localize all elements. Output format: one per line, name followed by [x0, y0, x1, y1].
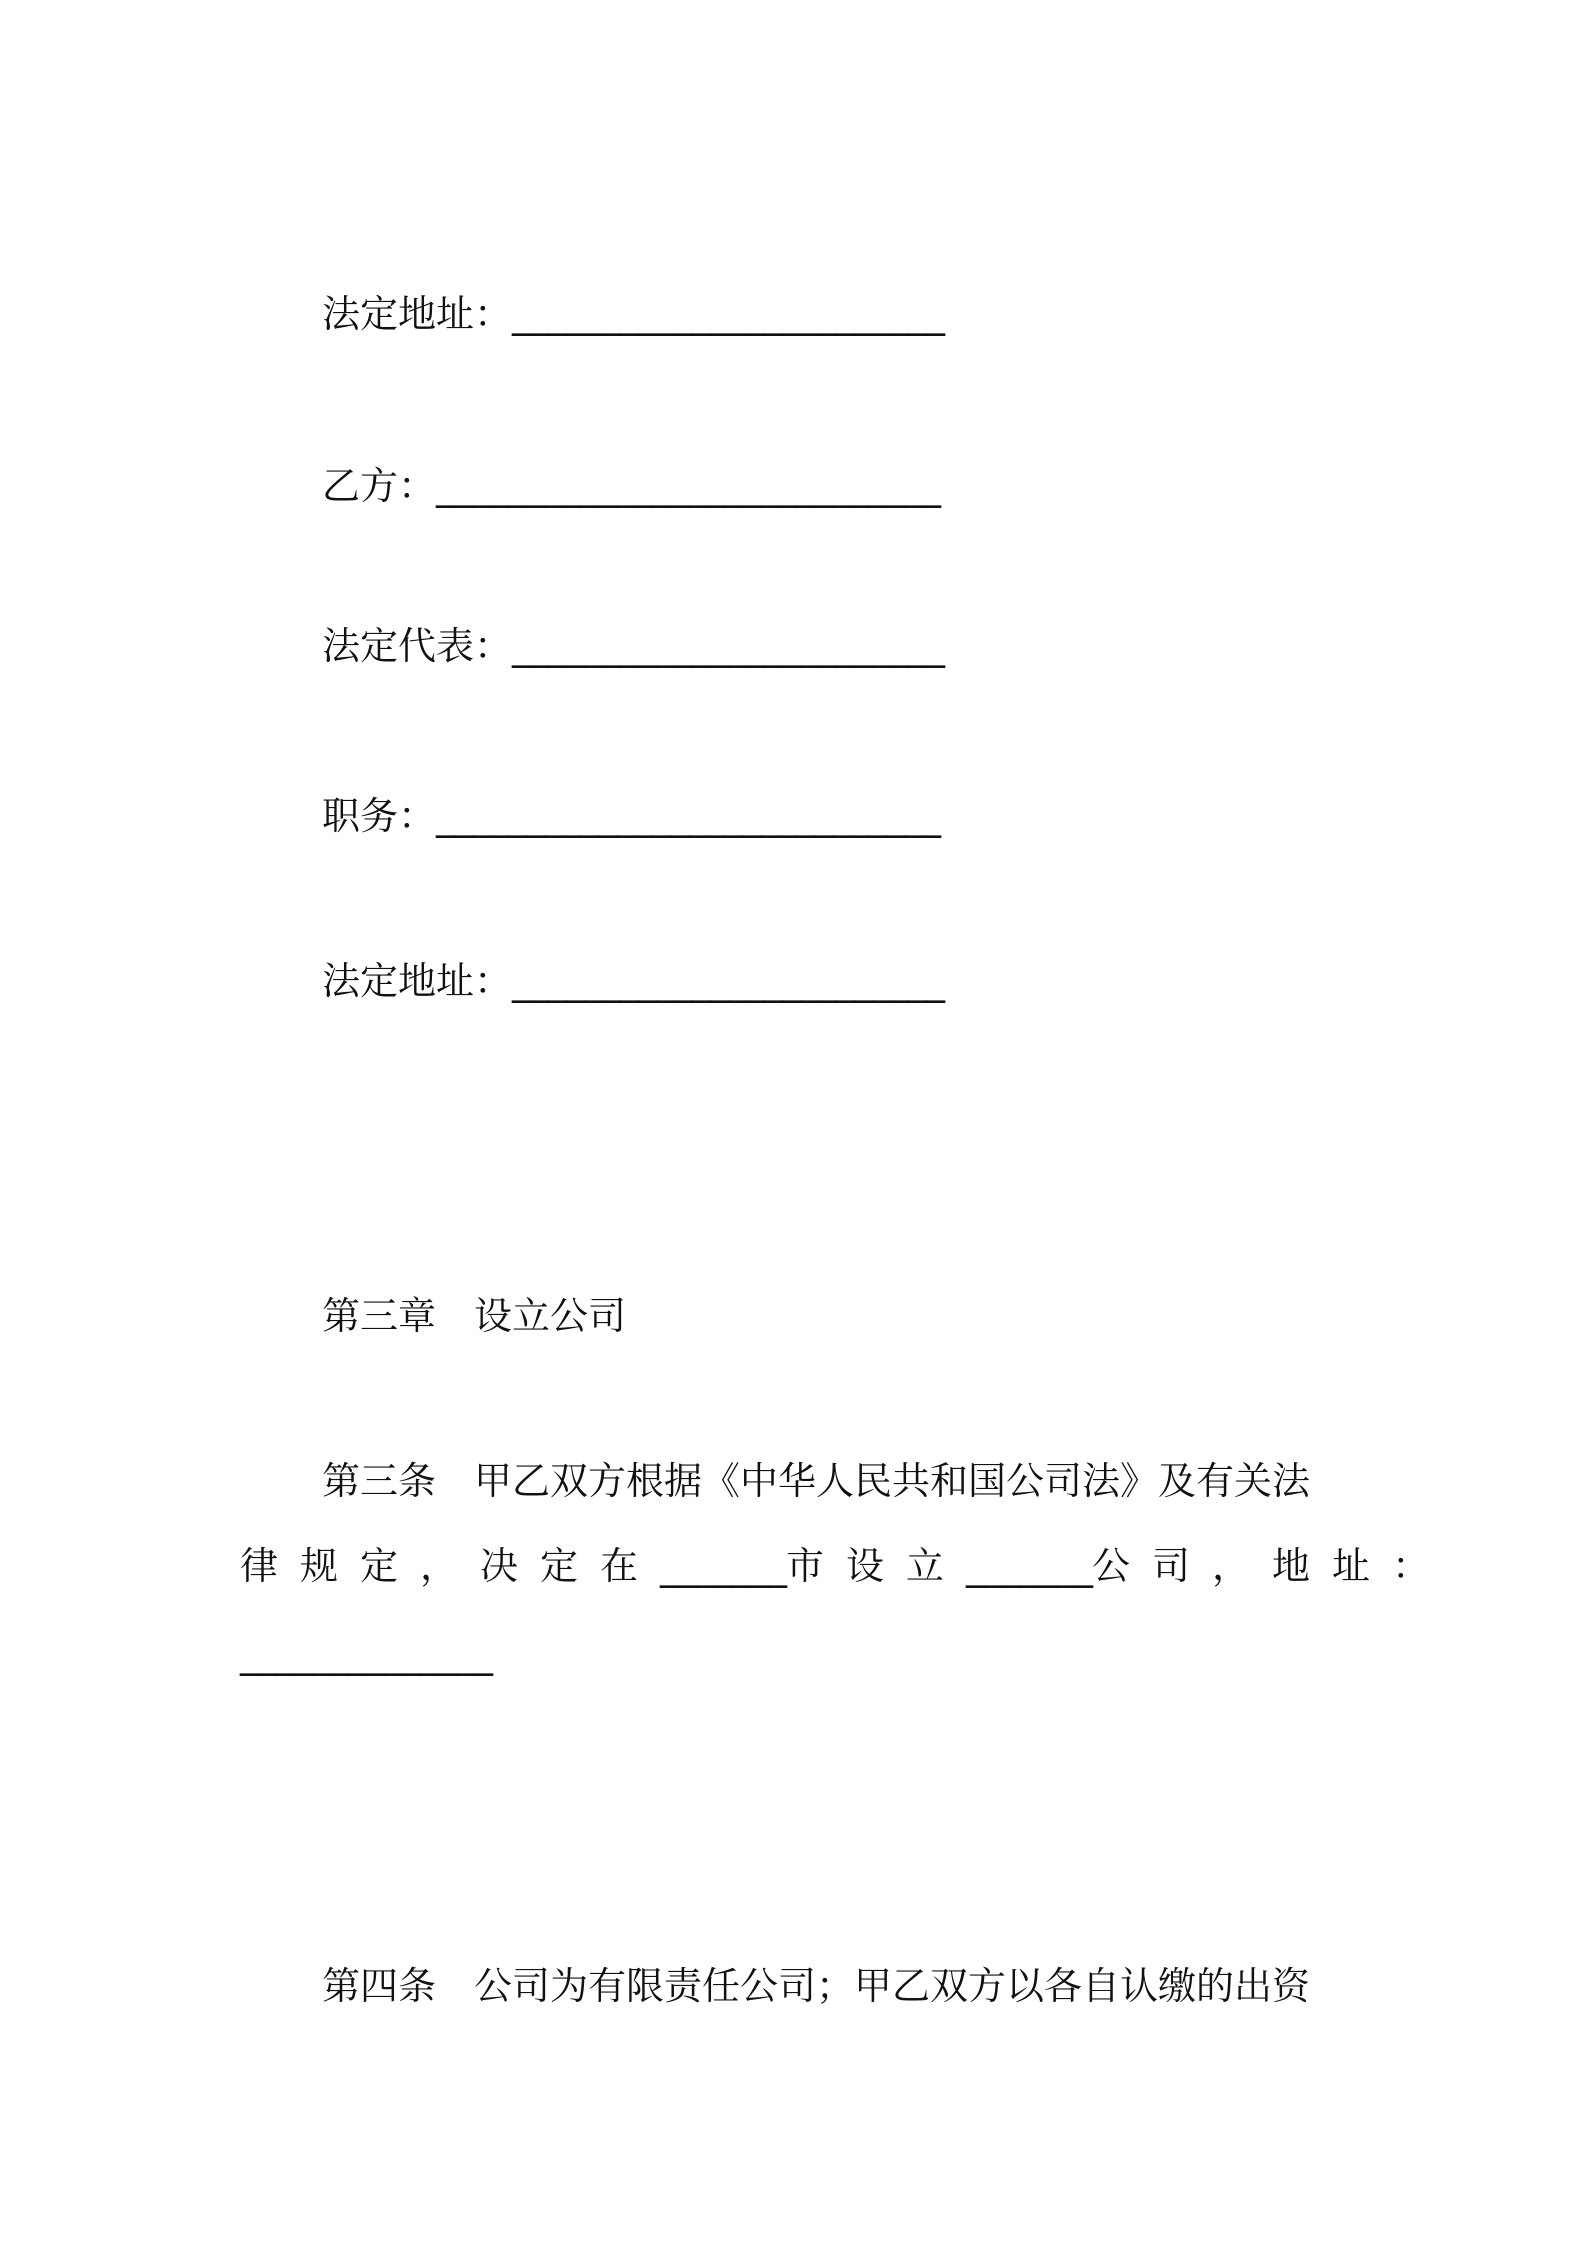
city-blank: _______: [660, 1544, 787, 1588]
article-3-line-1: 第三条 甲乙双方根据《中华人民共和国公司法》及有关法: [322, 1459, 1311, 1503]
article-3-line-2-text-2: 市设立: [786, 1544, 967, 1588]
chapter-3-heading: 第三章 设立公司: [322, 1294, 627, 1338]
company-address-blank: [240, 1628, 492, 1680]
article-3-line-2: [240, 1540, 1452, 1592]
party-b-representative-label: 法定代表：: [322, 624, 513, 668]
party-b-name-label: 乙方：: [322, 464, 437, 508]
party-a-address-label: 法定地址：: [322, 292, 513, 336]
party-b-position-label: 职务：: [322, 794, 437, 838]
company-name-blank: _______: [966, 1544, 1093, 1588]
article-3-address-blank: ______________: [240, 1632, 492, 1676]
party-a-address-blank: ________________________: [512, 292, 945, 336]
party-b-name-blank: ____________________________: [436, 464, 941, 508]
party-a-address-field: [322, 288, 944, 340]
party-b-position-blank: ____________________________: [436, 794, 941, 838]
party-b-address-label: 法定地址：: [322, 959, 513, 1003]
party-b-name-field: [322, 460, 940, 512]
party-b-address-blank: ________________________: [512, 959, 945, 1003]
party-b-address-field: [322, 955, 944, 1007]
article-4-line-1: 第四条 公司为有限责任公司；甲乙双方以各自认缴的出资: [322, 1964, 1311, 2008]
article-3-line-2-text-3: 公司，地址：: [1092, 1544, 1453, 1588]
article-3-line-2-text-1: 律规定，决定在: [240, 1544, 661, 1588]
party-b-representative-blank: ________________________: [512, 624, 945, 668]
party-b-position-field: [322, 790, 940, 842]
party-b-representative-field: [322, 620, 944, 672]
